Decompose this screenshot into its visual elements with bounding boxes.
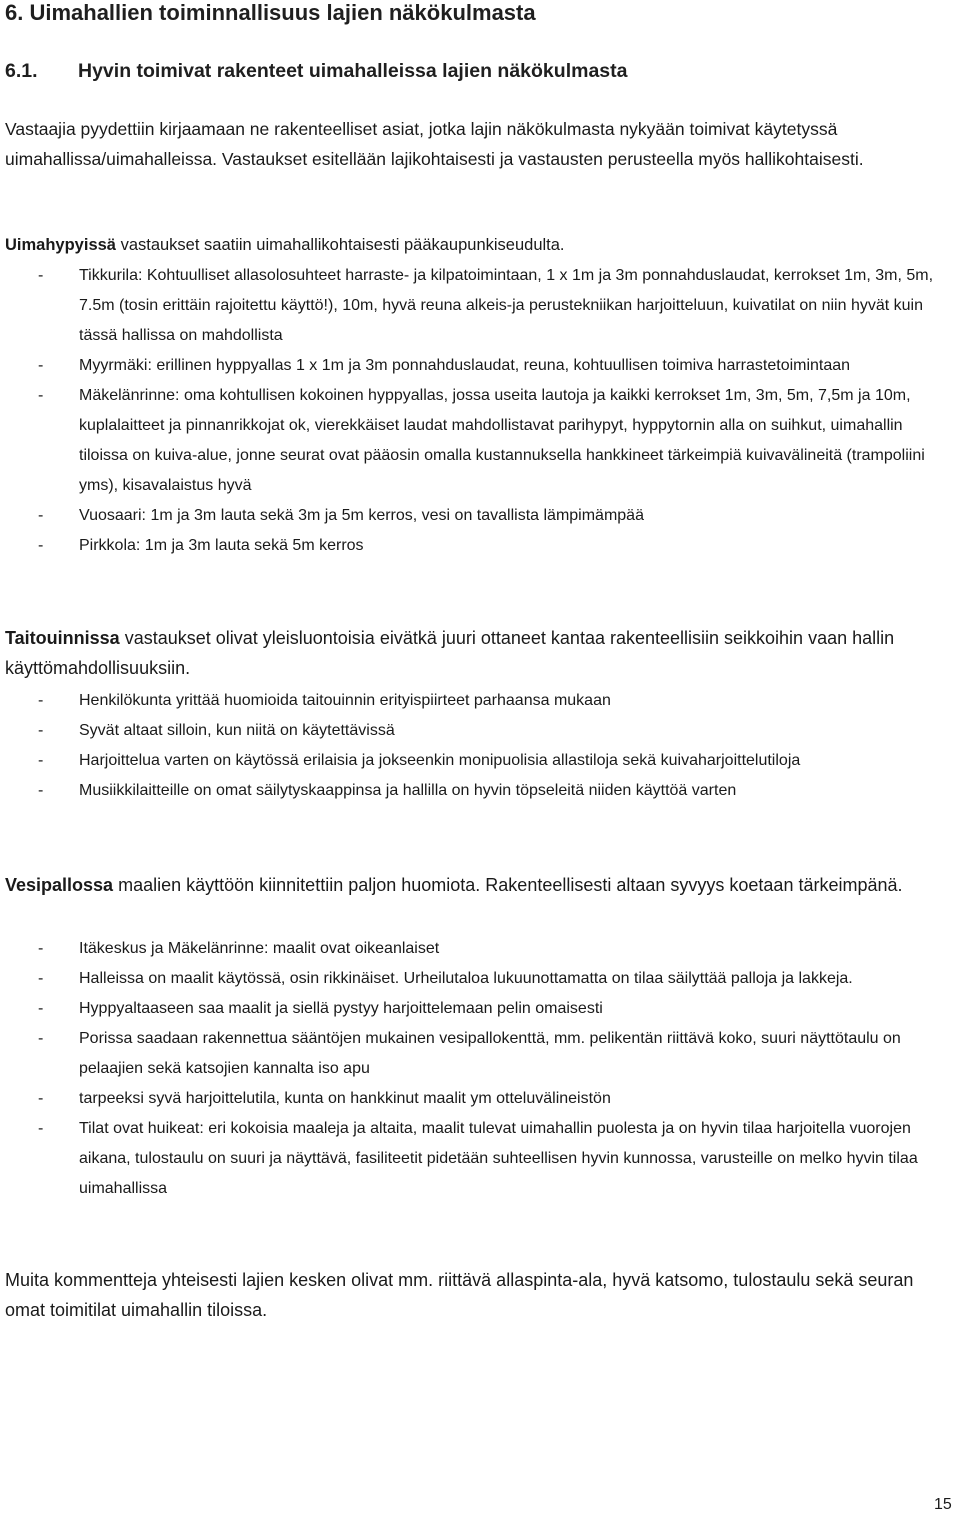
list-item: - Musiikkilaitteille on omat säilytyskaappinsa ja hallilla on hyvin töpseleitä niiden käyttöä varten	[5, 776, 955, 806]
list-item: - Mäkelänrinne: oma kohtullisen kokoinen hyppyallas, jossa useita lautoja ja kaikki kerrokset 1m, 3m, 5m, 7,5m ja 10m, kuplalaitteet ja pinnanrikkojat ok, vierekkäiset laudat mahdollistavat parihypyt, hyppytornin alla on suihkut, uimahallin tiloissa on kuiva-alue, jonne seurat ovat pääosin omalla kustannuksella hankkineet tärkeimpiä kuivavälineitä (trampoliini yms), kisavalaistus hyvä	[5, 381, 955, 501]
list-item: - Vuosaari: 1m ja 3m lauta sekä 3m ja 5m kerros, vesi on tavallista lämpimämpää	[5, 501, 955, 531]
list-item: - Pirkkola: 1m ja 3m lauta sekä 5m kerros	[5, 531, 955, 561]
list-item: - Itäkeskus ja Mäkelänrinne: maalit ovat oikeanlaiset	[5, 934, 955, 964]
taitouinti-lead-bold: Taitouinnissa	[5, 628, 120, 648]
list-item: - tarpeeksi syvä harjoittelutila, kunta on hankkinut maalit ym otteluvälineistön	[5, 1084, 955, 1114]
list-item: - Myyrmäki: erillinen hyppyallas 1 x 1m ja 3m ponnahduslaudat, reuna, kohtuullisen toimiva harrastetoimintaan	[5, 351, 955, 381]
vesipallo-list	[5, 934, 955, 1204]
list-item: - Tilat ovat huikeat: eri kokoisia maaleja ja altaita, maalit tulevat uimahallin puolesta ja on hyvin tilaa harjoitella vuorojen aikana, tulostaulu on suuri ja näyttävä, fasiliteetit pidetään suhteellisen hyvin kunnossa, varusteille on melko hyvin tilaa uimahallissa	[5, 1114, 955, 1204]
taitouinti-lead	[5, 623, 955, 683]
uimahypyt-lead-text: vastaukset saatiin uimahallikohtaisesti pääkaupunkiseudulta.	[115, 236, 565, 254]
list-item: - Syvät altaat silloin, kun niitä on käytettävissä	[5, 716, 955, 746]
list-item: - Porissa saadaan rakennettua sääntöjen mukainen vesipallokenttä, mm. pelikentän riittävä koko, suuri näyttötaulu on pelaajien sekä katsojien kannalta iso apu	[5, 1024, 955, 1084]
list-item: - Hyppyaltaaseen saa maalit ja siellä pystyy harjoittelemaan pelin omaisesti	[5, 994, 955, 1024]
subsection-heading	[5, 60, 627, 83]
taitouinti-lead-text: vastaukset olivat yleisluontoisia eivätkä juuri ottaneet kantaa rakenteellisiin seikkoihin vaan hallin käyttömahdollisuuksiin.	[5, 628, 895, 678]
list-item: - Halleissa on maalit käytössä, osin rikkinäiset. Urheilutaloa lukuunottamatta on tilaa säilyttää palloja ja lakkeja.	[5, 964, 955, 994]
vesipallo-lead-bold: Vesipallossa	[5, 875, 114, 895]
uimahypyt-lead-bold: Uimahypyissä	[5, 236, 116, 254]
list-item: - Henkilökunta yrittää huomioida taitouinnin erityispiirteet parhaansa mukaan	[5, 686, 955, 716]
taitouinti-list	[5, 686, 955, 806]
uimahypyt-list	[5, 261, 955, 561]
vesipallo-lead	[5, 870, 955, 900]
list-item: - Harjoittelua varten on käytössä erilaisia ja jokseenkin monipuolisia allastiloja sekä kuivaharjoittelutiloja	[5, 746, 955, 776]
intro-paragraph: Vastaajia pyydettiin kirjaamaan ne rakenteelliset asiat, jotka lajin näkökulmasta nykyään toimivat käytetyssä uimahallissa/uimahalleissa. Vastaukset esitellään lajikohtaisesti ja vastausten perusteella myös hallikohtaisesti.	[5, 119, 864, 169]
uimahypyt-lead	[5, 230, 955, 260]
closing-paragraph: Muita kommentteja yhteisesti lajien kesken olivat mm. riittävä allaspinta-ala, hyvä katsomo, tulostaulu sekä seuran omat toimitilat uimahallin tiloissa.	[5, 1270, 914, 1320]
subsection-title: Hyvin toimivat rakenteet uimahalleissa lajien näkökulmasta	[78, 60, 628, 82]
subsection-number: 6.1.	[5, 60, 38, 82]
page-number: 15	[934, 1496, 952, 1513]
list-item: - Tikkurila: Kohtuulliset allasolosuhteet harraste- ja kilpatoimintaan, 1 x 1m ja 3m ponnahduslaudat, kerrokset 1m, 3m, 5m, 7.5m (tosin erittäin rajoitettu käyttö!), 10m, hyvä reuna alkeis-ja perustekniikan harjoitteluun, kuivatilat on niin hyvät kuin tässä hallissa on mahdollista	[5, 261, 955, 351]
section-heading: 6. Uimahallien toiminnallisuus lajien näkökulmasta	[5, 0, 536, 25]
vesipallo-lead-text: maalien käyttöön kiinnitettiin paljon huomiota. Rakenteellisesti altaan syvyys koetaan tärkeimpänä.	[113, 875, 903, 895]
